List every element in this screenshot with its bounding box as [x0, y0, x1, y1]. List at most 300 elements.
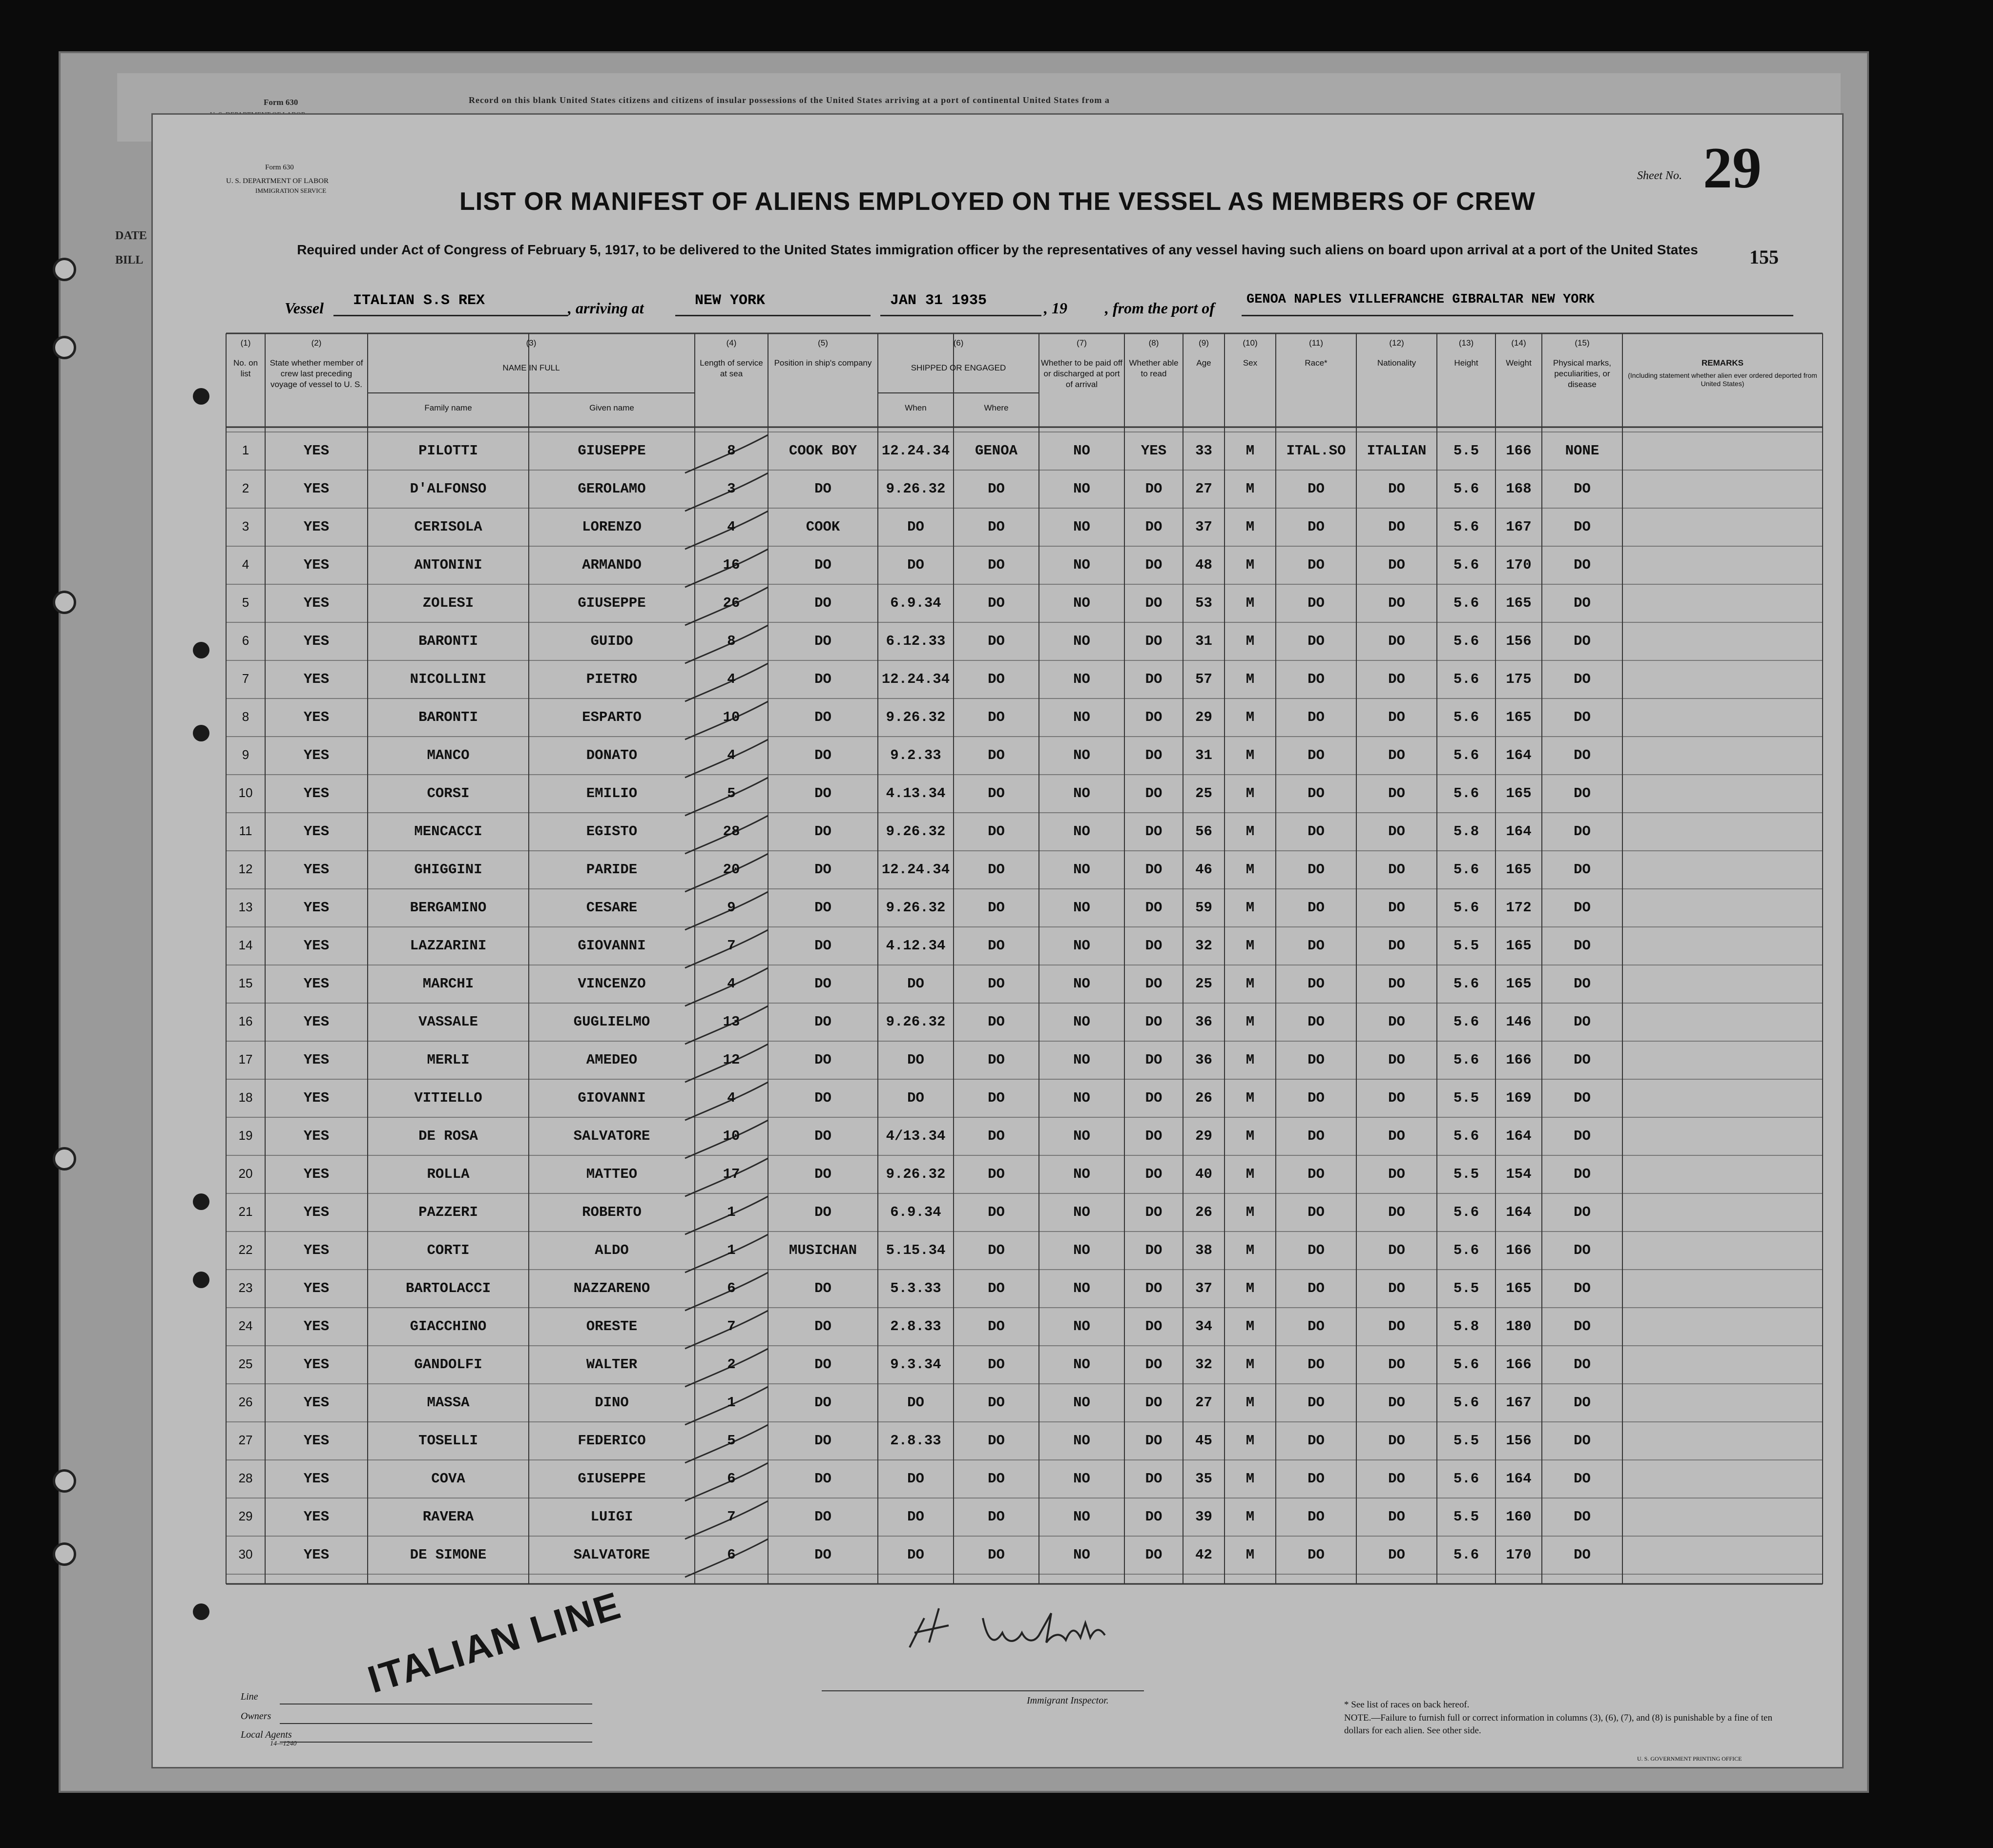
- cell-paid: NO: [1073, 1395, 1090, 1411]
- column-header: Race*: [1305, 358, 1328, 368]
- cell-age: 59: [1195, 900, 1212, 916]
- cell-given: AMEDEO: [586, 1052, 638, 1068]
- cell-prev: YES: [303, 1052, 330, 1068]
- cell-given: VINCENZO: [578, 976, 646, 992]
- cell-no: 16: [238, 1014, 253, 1028]
- cell-service: 1: [727, 1242, 736, 1258]
- cell-service: 17: [723, 1166, 740, 1182]
- cell-read: DO: [1145, 1471, 1163, 1487]
- form-number: Form 630: [265, 164, 294, 171]
- cell-race: DO: [1308, 557, 1325, 573]
- cell-no: 6: [242, 633, 249, 648]
- cell-no: 11: [239, 823, 252, 838]
- cell-when: DO: [907, 976, 924, 992]
- cell-weight: 180: [1506, 1318, 1532, 1335]
- cell-position: DO: [814, 633, 831, 649]
- cell-nationality: DO: [1388, 785, 1405, 801]
- cell-height: 5.8: [1453, 1318, 1479, 1335]
- cell-paid: NO: [1073, 1128, 1090, 1144]
- penalty-note: NOTE.—Failure to furnish full or correct information in columns (3), (6), (7), and (8) is punishable by a fine of ten dollars for each alien. See other side.: [1344, 1713, 1772, 1736]
- cell-service: 6: [727, 1471, 736, 1487]
- cell-race: DO: [1308, 1090, 1325, 1106]
- cell-given: ORESTE: [586, 1318, 638, 1335]
- cell-no: 30: [238, 1547, 253, 1561]
- cell-height: 5.8: [1453, 823, 1479, 840]
- cell-weight: 168: [1506, 481, 1532, 497]
- cell-nationality: DO: [1388, 900, 1405, 916]
- cell-weight: 175: [1506, 671, 1532, 687]
- cell-weight: 167: [1506, 519, 1532, 535]
- cell-where: DO: [988, 519, 1005, 535]
- cell-service: 4: [727, 1090, 736, 1106]
- cell-prev: YES: [303, 1509, 330, 1525]
- cell-paid: NO: [1073, 633, 1090, 649]
- column-number: (12): [1389, 338, 1404, 348]
- cell-where: DO: [988, 1395, 1005, 1411]
- cell-position: DO: [814, 1128, 831, 1144]
- cell-where: DO: [988, 900, 1005, 916]
- cell-sex: M: [1246, 519, 1255, 535]
- cell-where: GENOA: [975, 443, 1017, 459]
- cell-age: 36: [1195, 1014, 1212, 1030]
- cell-age: 38: [1195, 1242, 1212, 1258]
- cell-prev: YES: [303, 862, 330, 878]
- cell-age: 32: [1195, 1356, 1212, 1373]
- cell-marks: DO: [1574, 1547, 1591, 1563]
- arriving-label: , arriving at: [568, 299, 644, 317]
- cell-age: 27: [1195, 481, 1212, 497]
- cell-age: 37: [1195, 1280, 1212, 1296]
- cell-when: DO: [907, 1395, 924, 1411]
- column-header: Whether to be paid off or discharged at port of arrival: [1041, 358, 1122, 389]
- cell-sex: M: [1246, 633, 1255, 649]
- cell-paid: NO: [1073, 671, 1090, 687]
- cell-where: DO: [988, 1014, 1005, 1030]
- cell-age: 37: [1195, 519, 1212, 535]
- column-number: (11): [1309, 338, 1323, 348]
- cell-prev: YES: [303, 1166, 330, 1182]
- cell-family: ANTONINI: [414, 557, 482, 573]
- cell-family: COVA: [431, 1471, 465, 1487]
- cell-marks: DO: [1574, 862, 1591, 878]
- cell-prev: YES: [303, 1204, 330, 1220]
- cell-marks: DO: [1574, 976, 1591, 992]
- cell-height: 5.6: [1453, 785, 1479, 801]
- column-header: State whether member of crew last preceding voyage of vessel to U. S.: [270, 358, 363, 389]
- column-number: (6): [953, 338, 964, 348]
- cell-when: 9.26.32: [886, 481, 946, 497]
- cell-no: 25: [238, 1356, 253, 1371]
- cell-position: DO: [814, 938, 831, 954]
- cell-age: 34: [1195, 1318, 1212, 1335]
- cell-position: DO: [814, 557, 831, 573]
- cell-weight: 165: [1506, 938, 1532, 954]
- cell-position: DO: [814, 1280, 831, 1296]
- cell-paid: NO: [1073, 1280, 1090, 1296]
- cell-age: 36: [1195, 1052, 1212, 1068]
- manifest-sheet: [151, 113, 1844, 1768]
- cell-no: 10: [238, 785, 253, 800]
- cell-read: DO: [1145, 823, 1163, 840]
- column-number: (8): [1148, 338, 1159, 348]
- cell-position: DO: [814, 481, 831, 497]
- cell-no: 20: [238, 1166, 253, 1181]
- cell-no: 12: [238, 862, 253, 876]
- cell-position: DO: [814, 823, 831, 840]
- cell-height: 5.6: [1453, 519, 1479, 535]
- cell-where: DO: [988, 1547, 1005, 1563]
- cell-height: 5.5: [1453, 1166, 1479, 1182]
- cell-weight: 165: [1506, 785, 1532, 801]
- cell-paid: NO: [1073, 747, 1090, 763]
- cell-sex: M: [1246, 557, 1255, 573]
- cell-race: DO: [1308, 862, 1325, 878]
- inspector-underline: [822, 1690, 1144, 1691]
- cell-when: 4.13.34: [886, 785, 946, 801]
- cell-race: DO: [1308, 1509, 1325, 1525]
- cell-no: 9: [242, 747, 249, 762]
- cell-prev: YES: [303, 443, 330, 459]
- cell-prev: YES: [303, 481, 330, 497]
- cell-age: 40: [1195, 1166, 1212, 1182]
- cell-family: CERISOLA: [414, 519, 482, 535]
- cell-given: MATTEO: [586, 1166, 638, 1182]
- cell-nationality: DO: [1388, 1471, 1405, 1487]
- cell-where: DO: [988, 785, 1005, 801]
- cell-position: DO: [814, 747, 831, 763]
- cell-paid: NO: [1073, 1547, 1090, 1563]
- cell-sex: M: [1246, 671, 1255, 687]
- cell-when: DO: [907, 519, 924, 535]
- cell-family: BARONTI: [418, 633, 478, 649]
- cell-sex: M: [1246, 747, 1255, 763]
- cell-paid: NO: [1073, 1433, 1090, 1449]
- cell-no: 22: [238, 1242, 253, 1257]
- cell-marks: DO: [1574, 1395, 1591, 1411]
- cell-no: 29: [238, 1509, 253, 1523]
- inspector-label: Immigrant Inspector.: [1027, 1695, 1109, 1706]
- cell-paid: NO: [1073, 1014, 1090, 1030]
- cell-weight: 164: [1506, 1204, 1532, 1220]
- underlying-bill-label: BILL: [115, 254, 144, 267]
- cell-prev: YES: [303, 519, 330, 535]
- cell-weight: 165: [1506, 709, 1532, 725]
- cell-weight: 154: [1506, 1166, 1532, 1182]
- cell-where: DO: [988, 557, 1005, 573]
- cell-marks: DO: [1574, 823, 1591, 840]
- cell-read: DO: [1145, 709, 1163, 725]
- cell-read: DO: [1145, 557, 1163, 573]
- cell-weight: 166: [1506, 1242, 1532, 1258]
- cell-sex: M: [1246, 862, 1255, 878]
- cell-given: PARIDE: [586, 862, 638, 878]
- cell-nationality: DO: [1388, 633, 1405, 649]
- cell-marks: DO: [1574, 1052, 1591, 1068]
- inspector-signature: [905, 1599, 1295, 1652]
- cell-nationality: DO: [1388, 557, 1405, 573]
- cell-read: DO: [1145, 1090, 1163, 1106]
- cell-age: 33: [1195, 443, 1212, 459]
- cell-weight: 165: [1506, 976, 1532, 992]
- column-header: SHIPPED OR ENGAGED: [911, 363, 1006, 372]
- cell-when: 6.9.34: [890, 1204, 941, 1220]
- cell-race: DO: [1308, 1280, 1325, 1296]
- cell-marks: DO: [1574, 1090, 1591, 1106]
- cell-read: DO: [1145, 747, 1163, 763]
- column-header: No. on list: [233, 358, 258, 378]
- cell-given: GEROLAMO: [578, 481, 646, 497]
- cell-given: SALVATORE: [573, 1128, 650, 1144]
- cell-nationality: DO: [1388, 1090, 1405, 1106]
- cell-position: DO: [814, 1014, 831, 1030]
- cell-prev: YES: [303, 1014, 330, 1030]
- cell-race: ITAL.SO: [1286, 443, 1346, 459]
- cell-position: DO: [814, 709, 831, 725]
- cell-nationality: DO: [1388, 1280, 1405, 1296]
- cell-age: 31: [1195, 633, 1212, 649]
- cell-service: 2: [727, 1356, 736, 1373]
- stamp-number: 155: [1749, 246, 1779, 268]
- cell-service: 8: [727, 633, 736, 649]
- cell-when: 9.26.32: [886, 1166, 946, 1182]
- cell-paid: NO: [1073, 1090, 1090, 1106]
- cell-read: DO: [1145, 1166, 1163, 1182]
- cell-marks: DO: [1574, 785, 1591, 801]
- cell-age: 25: [1195, 976, 1212, 992]
- cell-sex: M: [1246, 785, 1255, 801]
- cell-when: 6.9.34: [890, 595, 941, 611]
- departure-ports: GENOA NAPLES VILLEFRANCHE GIBRALTAR NEW YORK: [1246, 292, 1595, 307]
- cell-read: DO: [1145, 1318, 1163, 1335]
- cell-sex: M: [1246, 1547, 1255, 1563]
- cell-sex: M: [1246, 1204, 1255, 1220]
- cell-given: GIOVANNI: [578, 938, 646, 954]
- underlying-form-number: Form 630: [264, 98, 298, 107]
- cell-service: 4: [727, 519, 736, 535]
- cell-prev: YES: [303, 1318, 330, 1335]
- cell-height: 5.6: [1453, 976, 1479, 992]
- cell-service: 4: [727, 976, 736, 992]
- column-number: (13): [1458, 338, 1474, 348]
- cell-race: DO: [1308, 709, 1325, 725]
- cell-position: DO: [814, 1052, 831, 1068]
- cell-where: DO: [988, 1356, 1005, 1373]
- cell-prev: YES: [303, 1395, 330, 1411]
- cell-race: DO: [1308, 900, 1325, 916]
- cell-where: DO: [988, 862, 1005, 878]
- cell-family: RAVERA: [422, 1509, 474, 1525]
- cell-given: LUIGI: [590, 1509, 633, 1525]
- cell-sex: M: [1246, 1395, 1255, 1411]
- column-header: Position in ship's company: [774, 358, 872, 368]
- column-number: (10): [1243, 338, 1258, 348]
- cell-age: 45: [1195, 1433, 1212, 1449]
- cell-position: DO: [814, 785, 831, 801]
- agents-label: Local Agents: [241, 1729, 292, 1740]
- underlying-date-label: DATE: [115, 229, 147, 242]
- cell-sex: M: [1246, 976, 1255, 992]
- cell-service: 1: [727, 1395, 736, 1411]
- cell-when: DO: [907, 1509, 924, 1525]
- cell-age: 32: [1195, 938, 1212, 954]
- cell-paid: NO: [1073, 938, 1090, 954]
- cell-no: 7: [242, 671, 249, 686]
- cell-service: 9: [727, 900, 736, 916]
- cell-where: DO: [988, 1318, 1005, 1335]
- cell-prev: YES: [303, 1471, 330, 1487]
- cell-no: 8: [242, 709, 249, 724]
- cell-prev: YES: [303, 1356, 330, 1373]
- cell-weight: 164: [1506, 1471, 1532, 1487]
- cell-no: 21: [238, 1204, 253, 1219]
- cell-sex: M: [1246, 709, 1255, 725]
- cell-paid: NO: [1073, 1471, 1090, 1487]
- vessel-label: Vessel: [285, 299, 324, 317]
- cell-given: GIUSEPPE: [578, 595, 646, 611]
- cell-prev: YES: [303, 671, 330, 687]
- cell-height: 5.6: [1453, 633, 1479, 649]
- cell-family: MARCHI: [422, 976, 474, 992]
- cell-family: BARTOLACCI: [405, 1280, 491, 1296]
- cell-paid: NO: [1073, 1204, 1090, 1220]
- cell-where: DO: [988, 1433, 1005, 1449]
- cell-height: 5.6: [1453, 1356, 1479, 1373]
- cell-marks: DO: [1574, 1242, 1591, 1258]
- arrival-date: JAN 31 1935: [890, 292, 987, 309]
- cell-position: DO: [814, 976, 831, 992]
- cell-prev: YES: [303, 1280, 330, 1296]
- cell-where: DO: [988, 1242, 1005, 1258]
- cell-family: GIACCHINO: [410, 1318, 487, 1335]
- cell-marks: DO: [1574, 1204, 1591, 1220]
- cell-age: 56: [1195, 823, 1212, 840]
- cell-marks: DO: [1574, 1166, 1591, 1182]
- cell-race: DO: [1308, 785, 1325, 801]
- cell-weight: 170: [1506, 557, 1532, 573]
- cell-age: 57: [1195, 671, 1212, 687]
- cell-given: EMILIO: [586, 785, 638, 801]
- cell-paid: NO: [1073, 1356, 1090, 1373]
- cell-given: CESARE: [586, 900, 638, 916]
- cell-service: 28: [723, 823, 740, 840]
- cell-service: 4: [727, 671, 736, 687]
- column-number: (4): [726, 338, 737, 348]
- cell-sex: M: [1246, 1090, 1255, 1106]
- cell-prev: YES: [303, 1090, 330, 1106]
- cell-age: 29: [1195, 709, 1212, 725]
- cell-nationality: DO: [1388, 1014, 1405, 1030]
- cell-no: 15: [238, 976, 253, 990]
- cell-marks: DO: [1574, 1356, 1591, 1373]
- column-subheader: Where: [984, 403, 1009, 412]
- cell-prev: YES: [303, 1242, 330, 1258]
- cell-family: CORSI: [427, 785, 470, 801]
- cell-read: DO: [1145, 1356, 1163, 1373]
- cell-weight: 165: [1506, 1280, 1532, 1296]
- binder-hole: [53, 336, 76, 359]
- cell-where: DO: [988, 1204, 1005, 1220]
- cell-nationality: DO: [1388, 1128, 1405, 1144]
- cell-paid: NO: [1073, 519, 1090, 535]
- cell-nationality: DO: [1388, 1318, 1405, 1335]
- cell-marks: DO: [1574, 747, 1591, 763]
- cell-sex: M: [1246, 481, 1255, 497]
- cell-position: DO: [814, 1166, 831, 1182]
- cell-position: DO: [814, 862, 831, 878]
- cell-prev: YES: [303, 1128, 330, 1144]
- cell-service: 26: [723, 595, 740, 611]
- column-number: (7): [1077, 338, 1087, 348]
- cell-race: DO: [1308, 633, 1325, 649]
- cell-age: 39: [1195, 1509, 1212, 1525]
- cell-height: 5.5: [1453, 1090, 1479, 1106]
- cell-race: DO: [1308, 1356, 1325, 1373]
- cell-height: 5.6: [1453, 595, 1479, 611]
- cell-service: 7: [727, 1509, 736, 1525]
- cell-when: 9.3.34: [890, 1356, 941, 1373]
- column-number: (1): [240, 338, 251, 348]
- cell-paid: NO: [1073, 557, 1090, 573]
- cell-family: TOSELLI: [418, 1433, 478, 1449]
- cell-sex: M: [1246, 1242, 1255, 1258]
- cell-position: DO: [814, 671, 831, 687]
- cell-when: DO: [907, 1471, 924, 1487]
- cell-prev: YES: [303, 1547, 330, 1563]
- cell-given: ALDO: [595, 1242, 629, 1258]
- cell-read: DO: [1145, 976, 1163, 992]
- cell-position: DO: [814, 1318, 831, 1335]
- cell-race: DO: [1308, 671, 1325, 687]
- agents-form: 14—1240: [270, 1740, 297, 1747]
- cell-position: MUSICHAN: [789, 1242, 857, 1258]
- cell-race: DO: [1308, 1471, 1325, 1487]
- cell-sex: M: [1246, 1014, 1255, 1030]
- column-number: (15): [1575, 338, 1590, 348]
- printer-note: U. S. GOVERNMENT PRINTING OFFICE: [1637, 1755, 1742, 1762]
- cell-read: DO: [1145, 1052, 1163, 1068]
- cell-when: 9.26.32: [886, 709, 946, 725]
- cell-no: 28: [238, 1471, 253, 1485]
- cell-age: 25: [1195, 785, 1212, 801]
- cell-given: GUIDO: [590, 633, 633, 649]
- cell-marks: DO: [1574, 1433, 1591, 1449]
- cell-race: DO: [1308, 938, 1325, 954]
- column-header: REMARKS: [1702, 358, 1744, 368]
- cell-sex: M: [1246, 443, 1255, 459]
- cell-given: NAZZARENO: [573, 1280, 650, 1296]
- cell-where: DO: [988, 1280, 1005, 1296]
- cell-read: DO: [1145, 785, 1163, 801]
- cell-weight: 156: [1506, 1433, 1532, 1449]
- cell-family: GHIGGINI: [414, 862, 482, 878]
- remarks-note: (Including statement whether alien ever ordered deported from United States): [1628, 371, 1817, 388]
- cell-marks: DO: [1574, 1318, 1591, 1335]
- cell-height: 5.6: [1453, 557, 1479, 573]
- cell-weight: 170: [1506, 1547, 1532, 1563]
- cell-no: 4: [242, 557, 249, 572]
- cell-marks: DO: [1574, 900, 1591, 916]
- cell-where: DO: [988, 747, 1005, 763]
- cell-weight: 165: [1506, 862, 1532, 878]
- cell-position: COOK BOY: [789, 443, 857, 459]
- cell-family: VASSALE: [418, 1014, 478, 1030]
- cell-when: 4.12.34: [886, 938, 946, 954]
- cell-height: 5.6: [1453, 747, 1479, 763]
- cell-weight: 164: [1506, 1128, 1532, 1144]
- cell-race: DO: [1308, 595, 1325, 611]
- cell-family: GANDOLFI: [414, 1356, 482, 1373]
- column-header: Length of service at sea: [700, 358, 763, 378]
